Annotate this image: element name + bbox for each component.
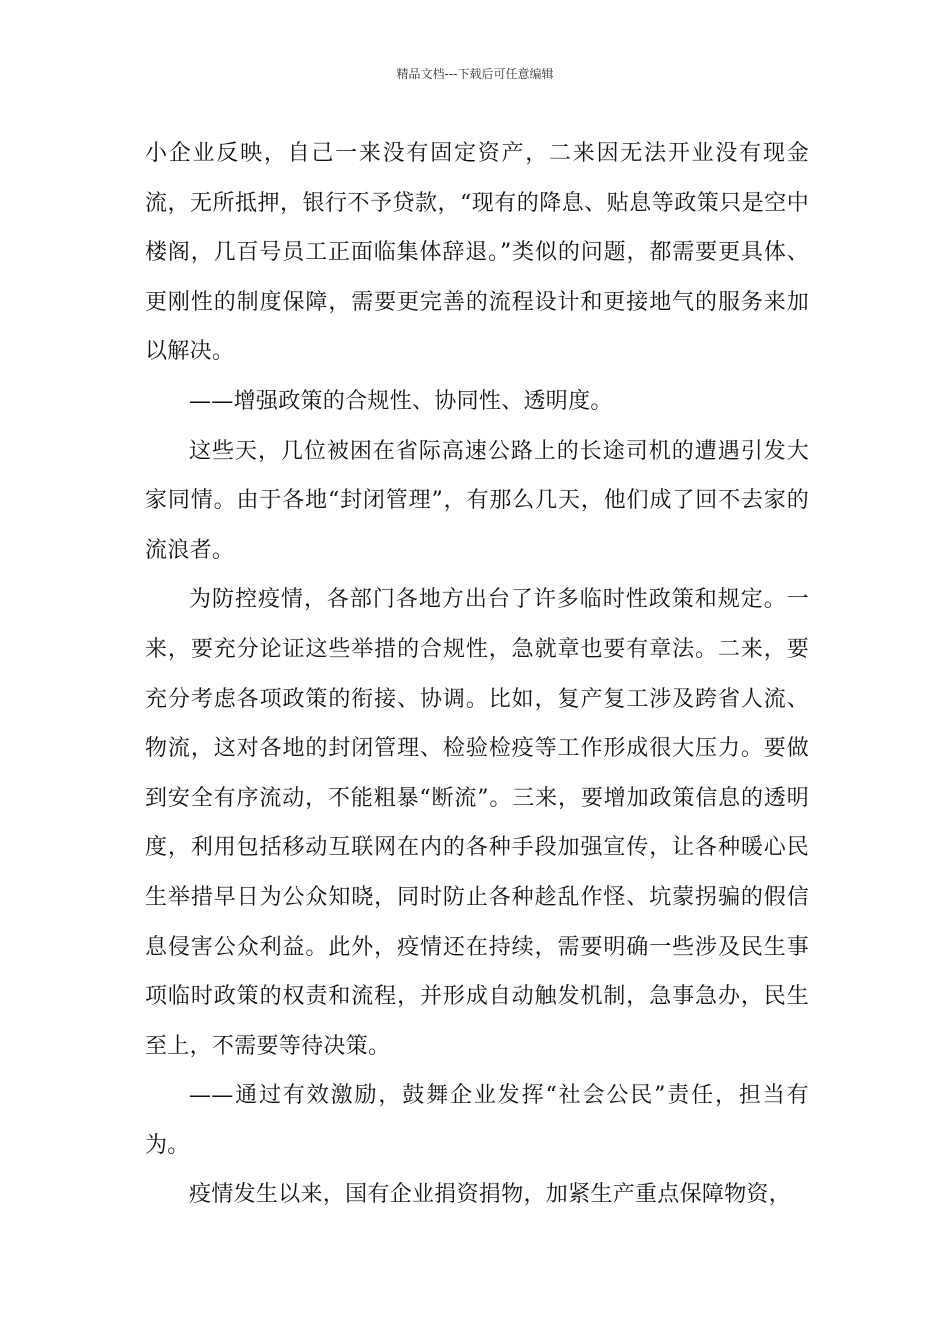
paragraph-continued: 小企业反映，自己一来没有固定资产，二来因无法开业没有现金流，无所抵押，银行不予贷款，“现有的降息、贴息等政策只是空中楼阁，几百号员工正面临集体辞退。”类似的问题，都需要更具体、更刚性的制度保障，需要更完善的流程设计和更接地气的服务来加以解决。 [145, 141, 809, 365]
paragraph-state-enterprises: 疫情发生以来，国有企业捐资捐物，加紧生产重点保障物资， [189, 1182, 792, 1208]
section-heading-policy-compliance: ——增强政策的合规性、协同性、透明度。 [189, 388, 613, 414]
document-body [145, 129, 809, 1220]
paragraph-truck-drivers: 这些天，几位被困在省际高速公路上的长途司机的遭遇引发大家同情。由于各地“封闭管理”，有那么几天，他们成了回不去家的流浪者。 [145, 438, 809, 563]
page-header: 精品文档---下载后可任意编辑 [396, 67, 554, 81]
section-heading-enterprise-incentives: ——通过有效激励，鼓舞企业发挥“社会公民”责任，担当有为。 [145, 1083, 809, 1158]
paragraph-epidemic-policies: 为防控疫情，各部门各地方出台了许多临时性政策和规定。一来，要充分论证这些举措的合规性，急就章也要有章法。二来，要充分考虑各项政策的衔接、协调。比如，复产复工涉及跨省人流、物流，这对各地的封闭管理、检验检疫等工作形成很大压力。要做到安全有序流动，不能粗暴“断流”。三来，要增加政策信息的透明度，利用包括移动互联网在内的各种手段加强宣传，让各种暖心民生举措早日为公众知晓，同时防止各种趁乱作怪、坑蒙拐骗的假信息侵害公众利益。此外，疫情还在持续，需要明确一些涉及民生事项临时政策的权责和流程，并形成自动触发机制，急事急办，民生至上，不需要等待决策。 [145, 587, 809, 1059]
